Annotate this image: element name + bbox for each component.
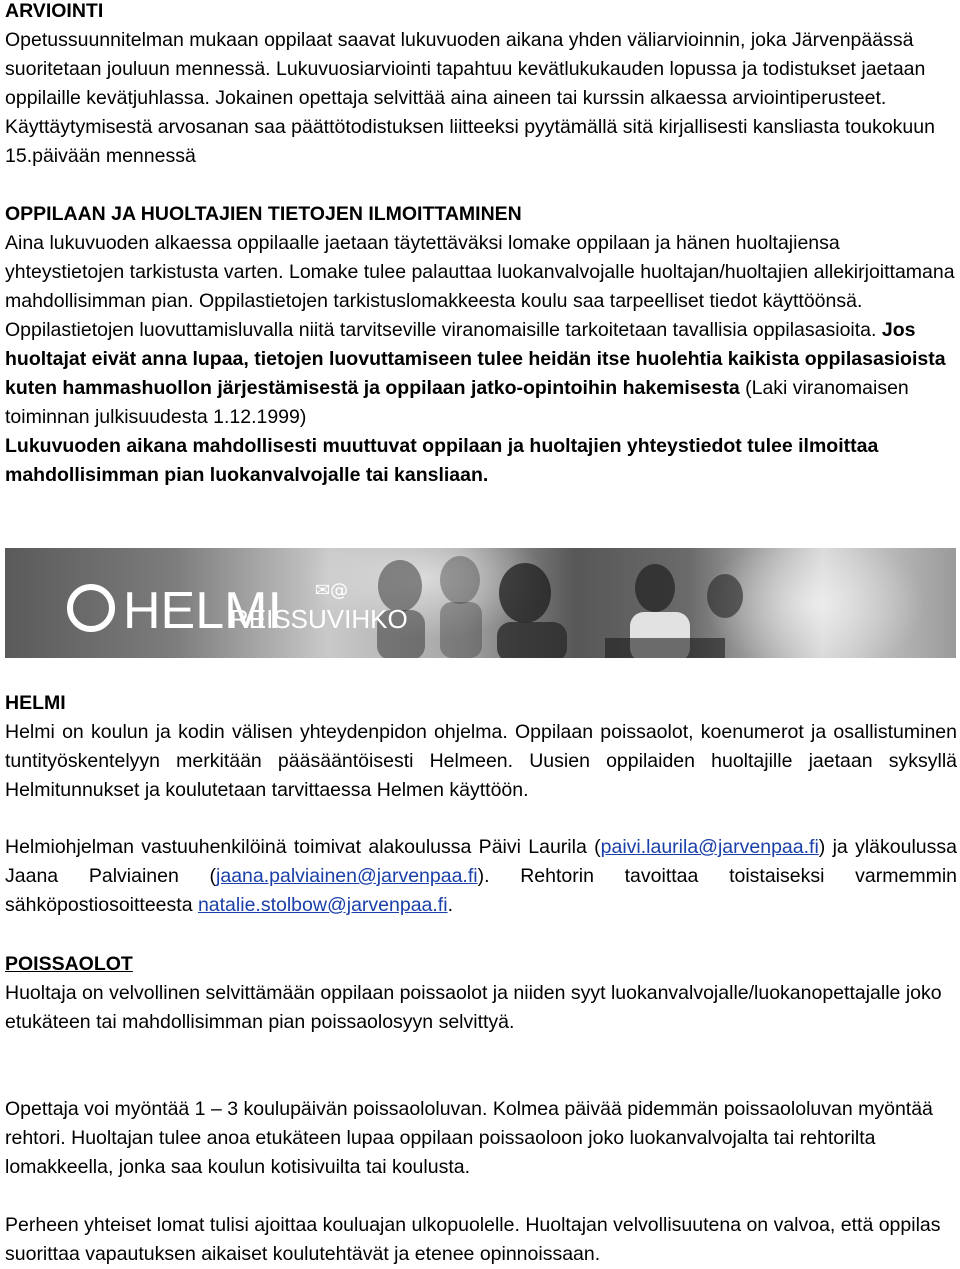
helmi-body: Helmi on koulun ja kodin välisen yhteydenpidon ohjelma. Oppilaan poissaolot, koenumerot ja osallistuminen tuntityöskentelyyn merkitään pääsääntöisesti Helmeen. Uusien oppilaiden huoltajille jaetaan syksyllä Helmitunnukset ja koulutetaan tarvittaessa Helmen käyttöön. [5, 721, 957, 801]
ilmoittaminen-bold-text: Jos huoltajat eivät anna lupaa, tietojen luovuttamiseen tulee heidän itse huolehtia kaikista oppilasasioista kuten hammashuollon järjestämisestä ja oppilaan jatko-opintoihin hakemisesta [5, 319, 946, 399]
helmi-banner-graphic [5, 548, 956, 658]
section-title-helmi: HELMI [5, 692, 66, 714]
ilmoittaminen-bold-text-2: Lukuvuoden aikana mahdollisesti muuttuvat oppilaan ja huoltajien yhteystiedot tulee ilmoittaa mahdollisimman pian luokanvalvojalle tai kansliaan. [5, 435, 879, 486]
poissaolot-paragraph-2: Opettaja voi myöntää 1 – 3 koulupäivän poissaololuvan. Kolmea päivää pidemmän poissaololuvan myöntää rehtori. Huoltajan tulee anoa etukäteen lupaa oppilaan poissaoloon joko luokanvalvojalta tai rehtorilta lomakkeella, jonka saa koulun kotisivuilta tai koulusta. [5, 1098, 933, 1178]
contacts-text-4: . [447, 894, 453, 916]
reissuvihko-text: REISSUVIHKO [230, 604, 408, 634]
section-contacts [5, 833, 957, 920]
mail-at-icon: ✉@ [315, 580, 349, 601]
section-ilmoittaminen [5, 200, 957, 490]
poissaolot-paragraph-1: Huoltaja on velvollinen selvittämään oppilaan poissaolot ja niiden syyt luokanvalvojalle/luokanopettajalle joko etukäteen tai mahdollisimman pian poissaolosyyn selvittyä. [5, 982, 942, 1033]
section-poissaolot-3 [5, 1211, 957, 1269]
email-link-paivi[interactable]: paivi.laurila@jarvenpaa.fi [600, 836, 819, 858]
helmi-logo-text: HELMI [123, 582, 282, 640]
section-arviointi [5, 0, 957, 171]
email-link-natalie[interactable]: natalie.stolbow@jarvenpaa.fi [197, 894, 448, 916]
helmi-logo-icon [70, 587, 112, 629]
section-title-ilmoittaminen: OPPILAAN JA HUOLTAJIEN TIETOJEN ILMOITTAMINEN [5, 203, 522, 225]
law-reference: (Laki viranomaisen toiminnan julkisuudesta 1.12.1999) [5, 377, 909, 428]
section-helmi [5, 689, 957, 805]
section-title-arviointi: ARVIOINTI [5, 0, 104, 22]
contacts-text-3: ). Rehtorin tavoittaa toistaiseksi varmemmin sähköpostiosoitteesta [5, 865, 957, 916]
contacts-body [5, 833, 957, 920]
section-title-poissaolot: POISSAOLOT [5, 953, 133, 975]
helmi-banner-image [5, 548, 956, 658]
contacts-text-2: ) ja yläkoulussa Jaana Palviainen ( [5, 836, 957, 887]
section-poissaolot [5, 950, 957, 1037]
arviointi-body: Opetussuunnitelman mukaan oppilaat saavat lukuvuoden aikana yhden väliarvioinnin, joka Järvenpäässä suoritetaan jouluun mennessä. Lukuvuosiarviointi tapahtuu kevätlukukauden lopussa ja todistukset jaetaan oppilaille kevätjuhlassa. Jokainen opettaja selvittää aina aineen tai kurssin alkaessa arviointiperusteet. Käyttäytymisestä arvosanan saa päättötodistuksen liitteeksi pyytämällä sitä kirjallisesti kansliasta toukokuun 15.päivään mennessä [5, 29, 935, 167]
poissaolot-paragraph-3: Perheen yhteiset lomat tulisi ajoittaa kouluajan ulkopuolelle. Huoltajan velvollisuutena on valvoa, että oppilas suorittaa vapautuksen aikaiset koulutehtävät ja etenee opinnoissaan. [5, 1214, 941, 1265]
ilmoittaminen-text: Aina lukuvuoden alkaessa oppilaalle jaetaan täytettäväksi lomake oppilaan ja hänen huoltajiensa yhteystietojen tarkistusta varten. Lomake tulee palauttaa luokanvalvojalle huoltajan/huoltajien allekirjoittamana mahdollisimman pian. Oppilastietojen tarkistuslomakkeesta koulu saa tarpeelliset tiedot käyttöönsä. Oppilastietojen luovuttamisluvalla niitä tarvitseville viranomaisille tarkoitetaan tavallisia oppilasasioita. [5, 232, 955, 341]
email-link-jaana[interactable]: jaana.palviainen@jarvenpaa.fi [216, 865, 478, 887]
contacts-text-1: Helmiohjelman vastuuhenkilöinä toimivat alakoulussa Päivi Laurila ( [5, 836, 601, 858]
section-poissaolot-2 [5, 1095, 957, 1182]
ilmoittaminen-body [5, 229, 957, 490]
